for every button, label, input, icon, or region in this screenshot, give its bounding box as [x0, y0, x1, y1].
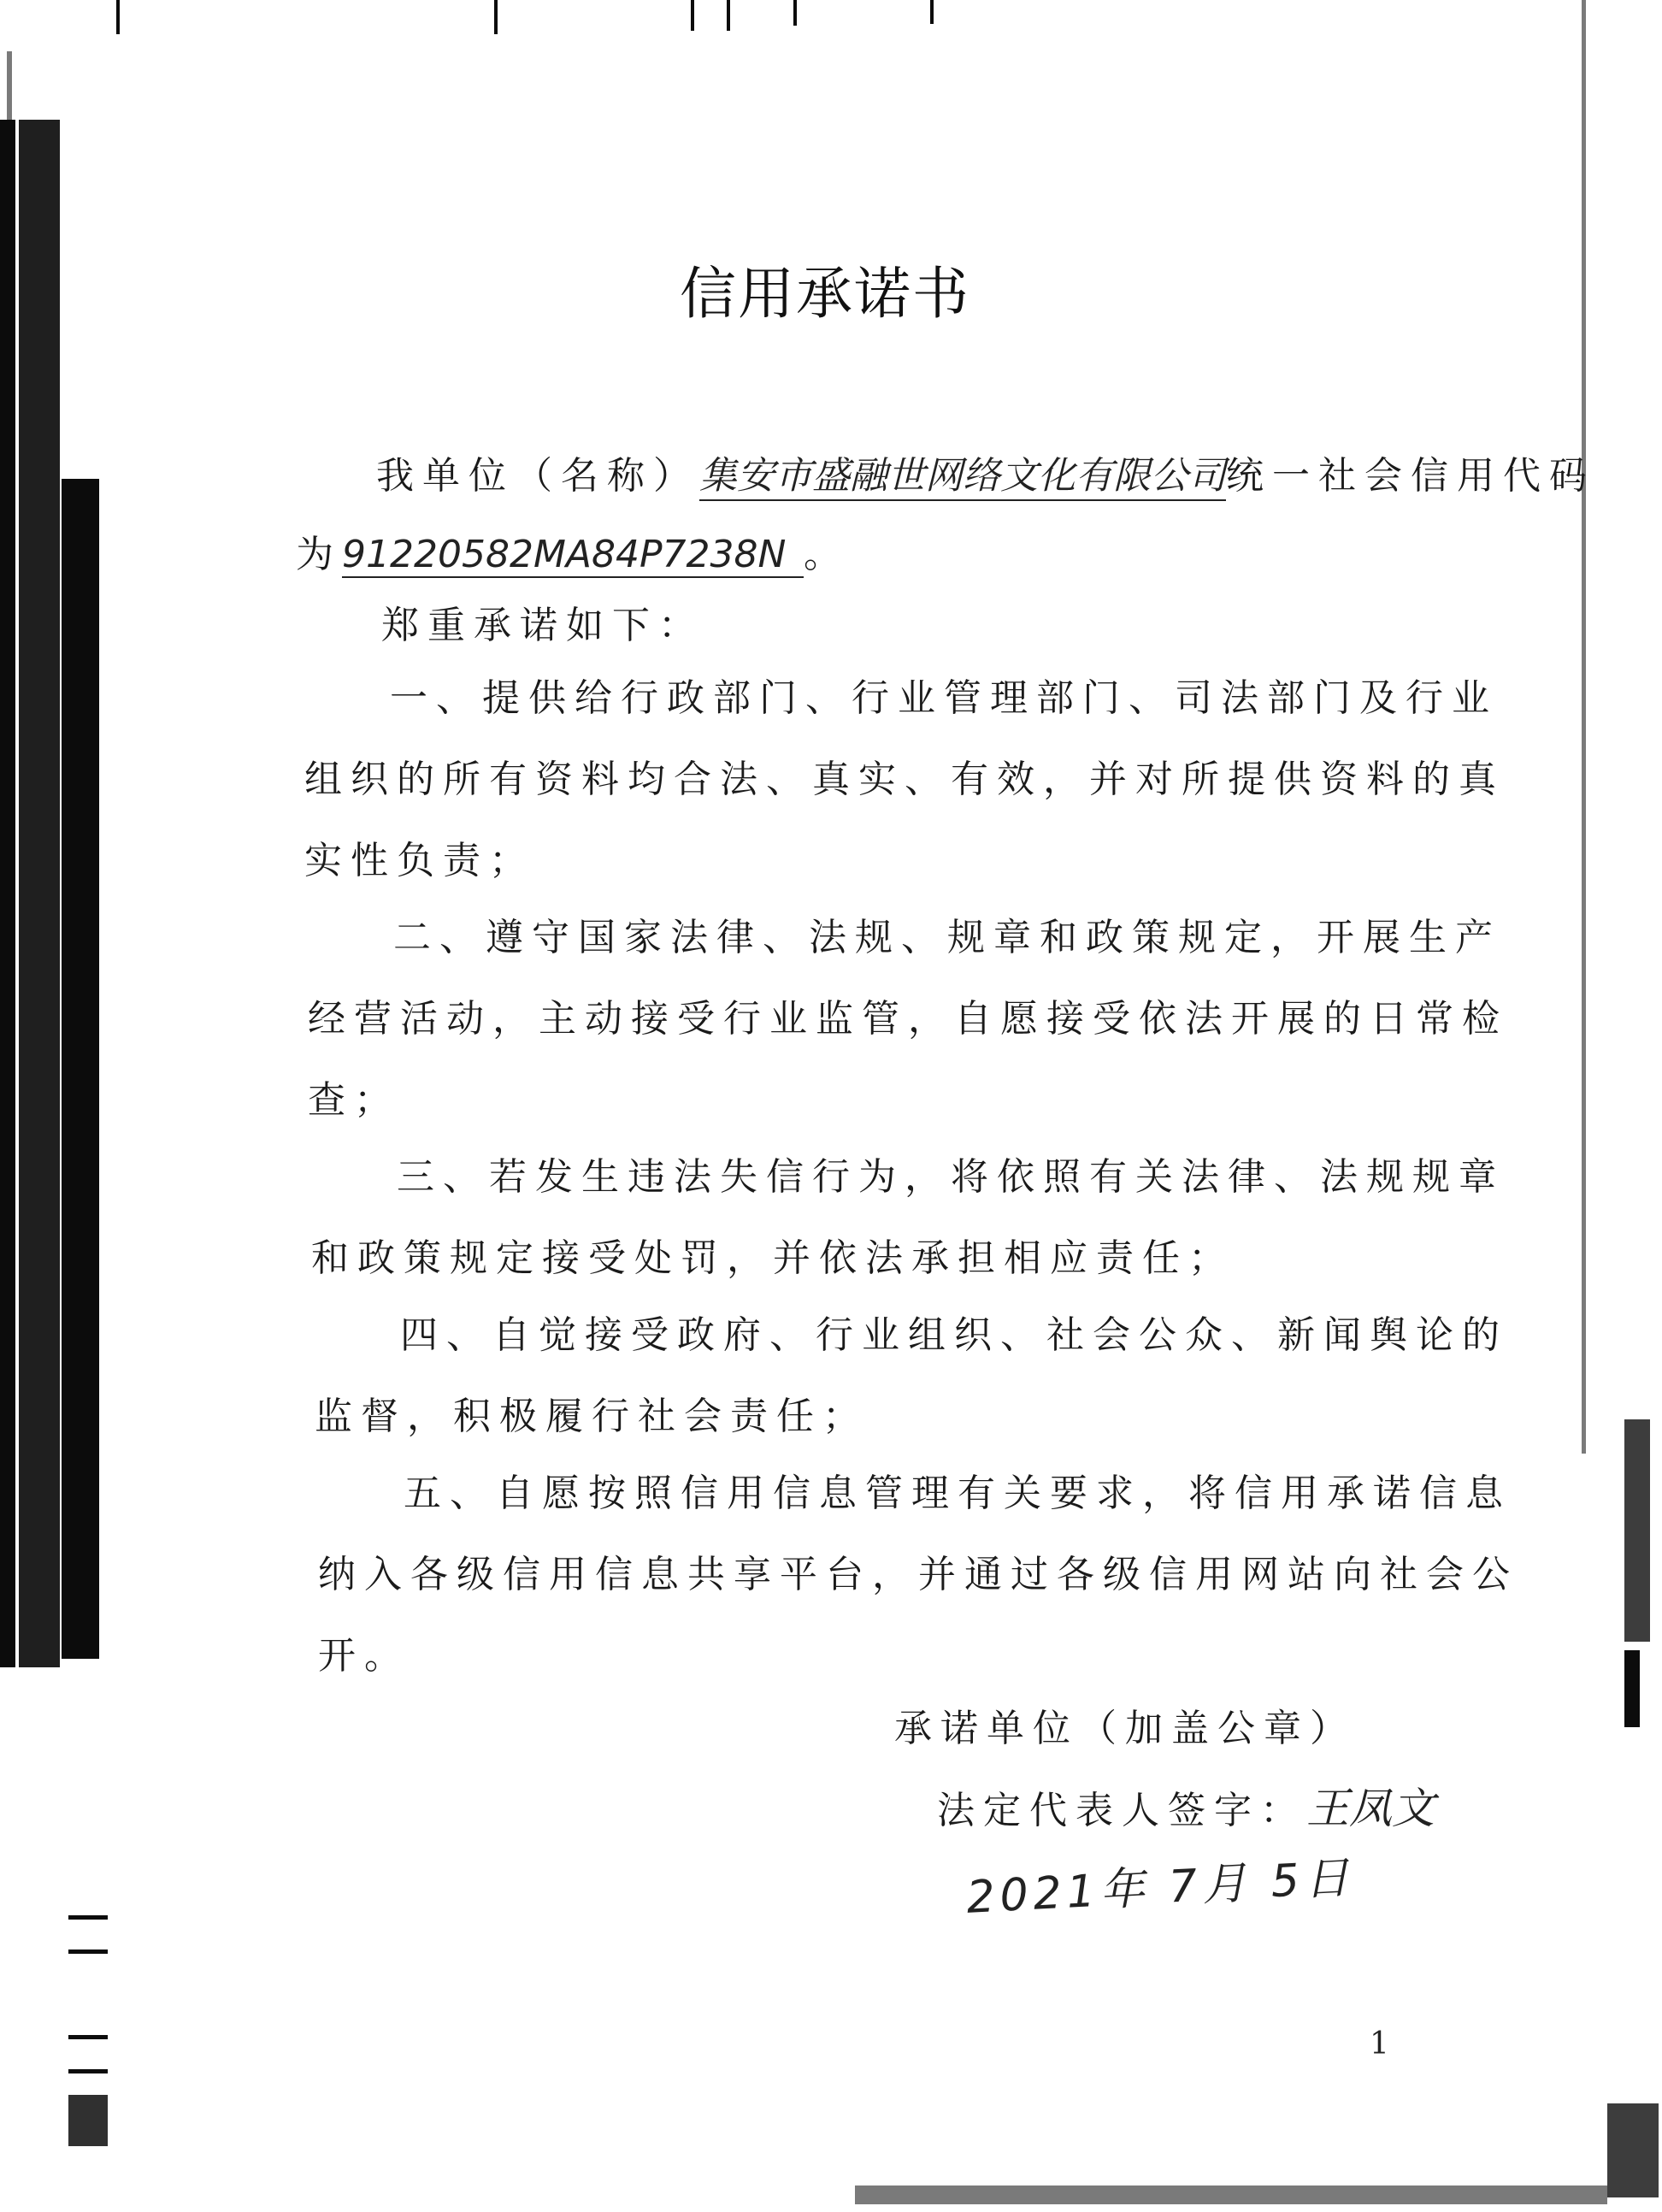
rep-line	[937, 1774, 1435, 1836]
unit-name-field	[699, 445, 1226, 501]
seal-label: 承诺单位（加盖公章）	[894, 1707, 1356, 1750]
signature: 王凤文	[1306, 1784, 1435, 1833]
clause-line: 查；	[308, 1078, 400, 1122]
clause-line: 二、遵守国家法律、法规、规章和政策规定，开展生产	[393, 916, 1501, 959]
credit-code-value: 91220582MA84P7238N	[342, 533, 787, 576]
credit-code-field	[342, 533, 804, 578]
credit-code-line	[296, 523, 850, 578]
clause-line: 实性负责；	[304, 839, 535, 882]
solemn-line: 郑重承诺如下：	[381, 604, 704, 647]
unit-name-value: 集安市盛融世网络文化有限公司	[699, 454, 1226, 498]
clause-line: 组织的所有资料均合法、真实、有效，并对所提供资料的真	[304, 758, 1505, 801]
clause-line: 经营活动，主动接受行业监管，自愿接受依法开展的日常检	[308, 997, 1508, 1041]
document-page	[51, 34, 1599, 2189]
page-number: 1	[1370, 2026, 1389, 2062]
document-title: 信用承诺书	[680, 261, 970, 327]
credit-code-label: 统一社会信用代码	[1226, 454, 1595, 498]
signing-date: 2021年 7月 5日	[965, 1852, 1356, 1924]
clause-line: 纳入各级信用信息共享平台，并通过各级信用网站向社会公	[318, 1553, 1518, 1596]
clause-line: 监督，积极履行社会责任；	[315, 1395, 869, 1438]
rep-label: 法定代表人签字：	[937, 1789, 1306, 1832]
clause-line: 和政策规定接受处罚，并依法承担相应责任；	[311, 1236, 1235, 1280]
unit-line	[376, 445, 1595, 501]
intro-label: 我单位（名称）	[376, 454, 699, 498]
clause-line: 开。	[318, 1634, 410, 1678]
clause-line: 五、自愿按照信用信息管理有关要求，将信用承诺信息	[404, 1472, 1512, 1515]
clause-line: 一、提供给行政部门、行业管理部门、司法部门及行业	[390, 676, 1498, 720]
credit-code-end: 。	[804, 533, 850, 576]
credit-code-prefix: 为	[296, 533, 342, 576]
clause-line: 三、若发生违法失信行为，将依照有关法律、法规规章	[397, 1155, 1505, 1199]
clause-line: 四、自觉接受政府、行业组织、社会公众、新闻舆论的	[400, 1313, 1508, 1357]
